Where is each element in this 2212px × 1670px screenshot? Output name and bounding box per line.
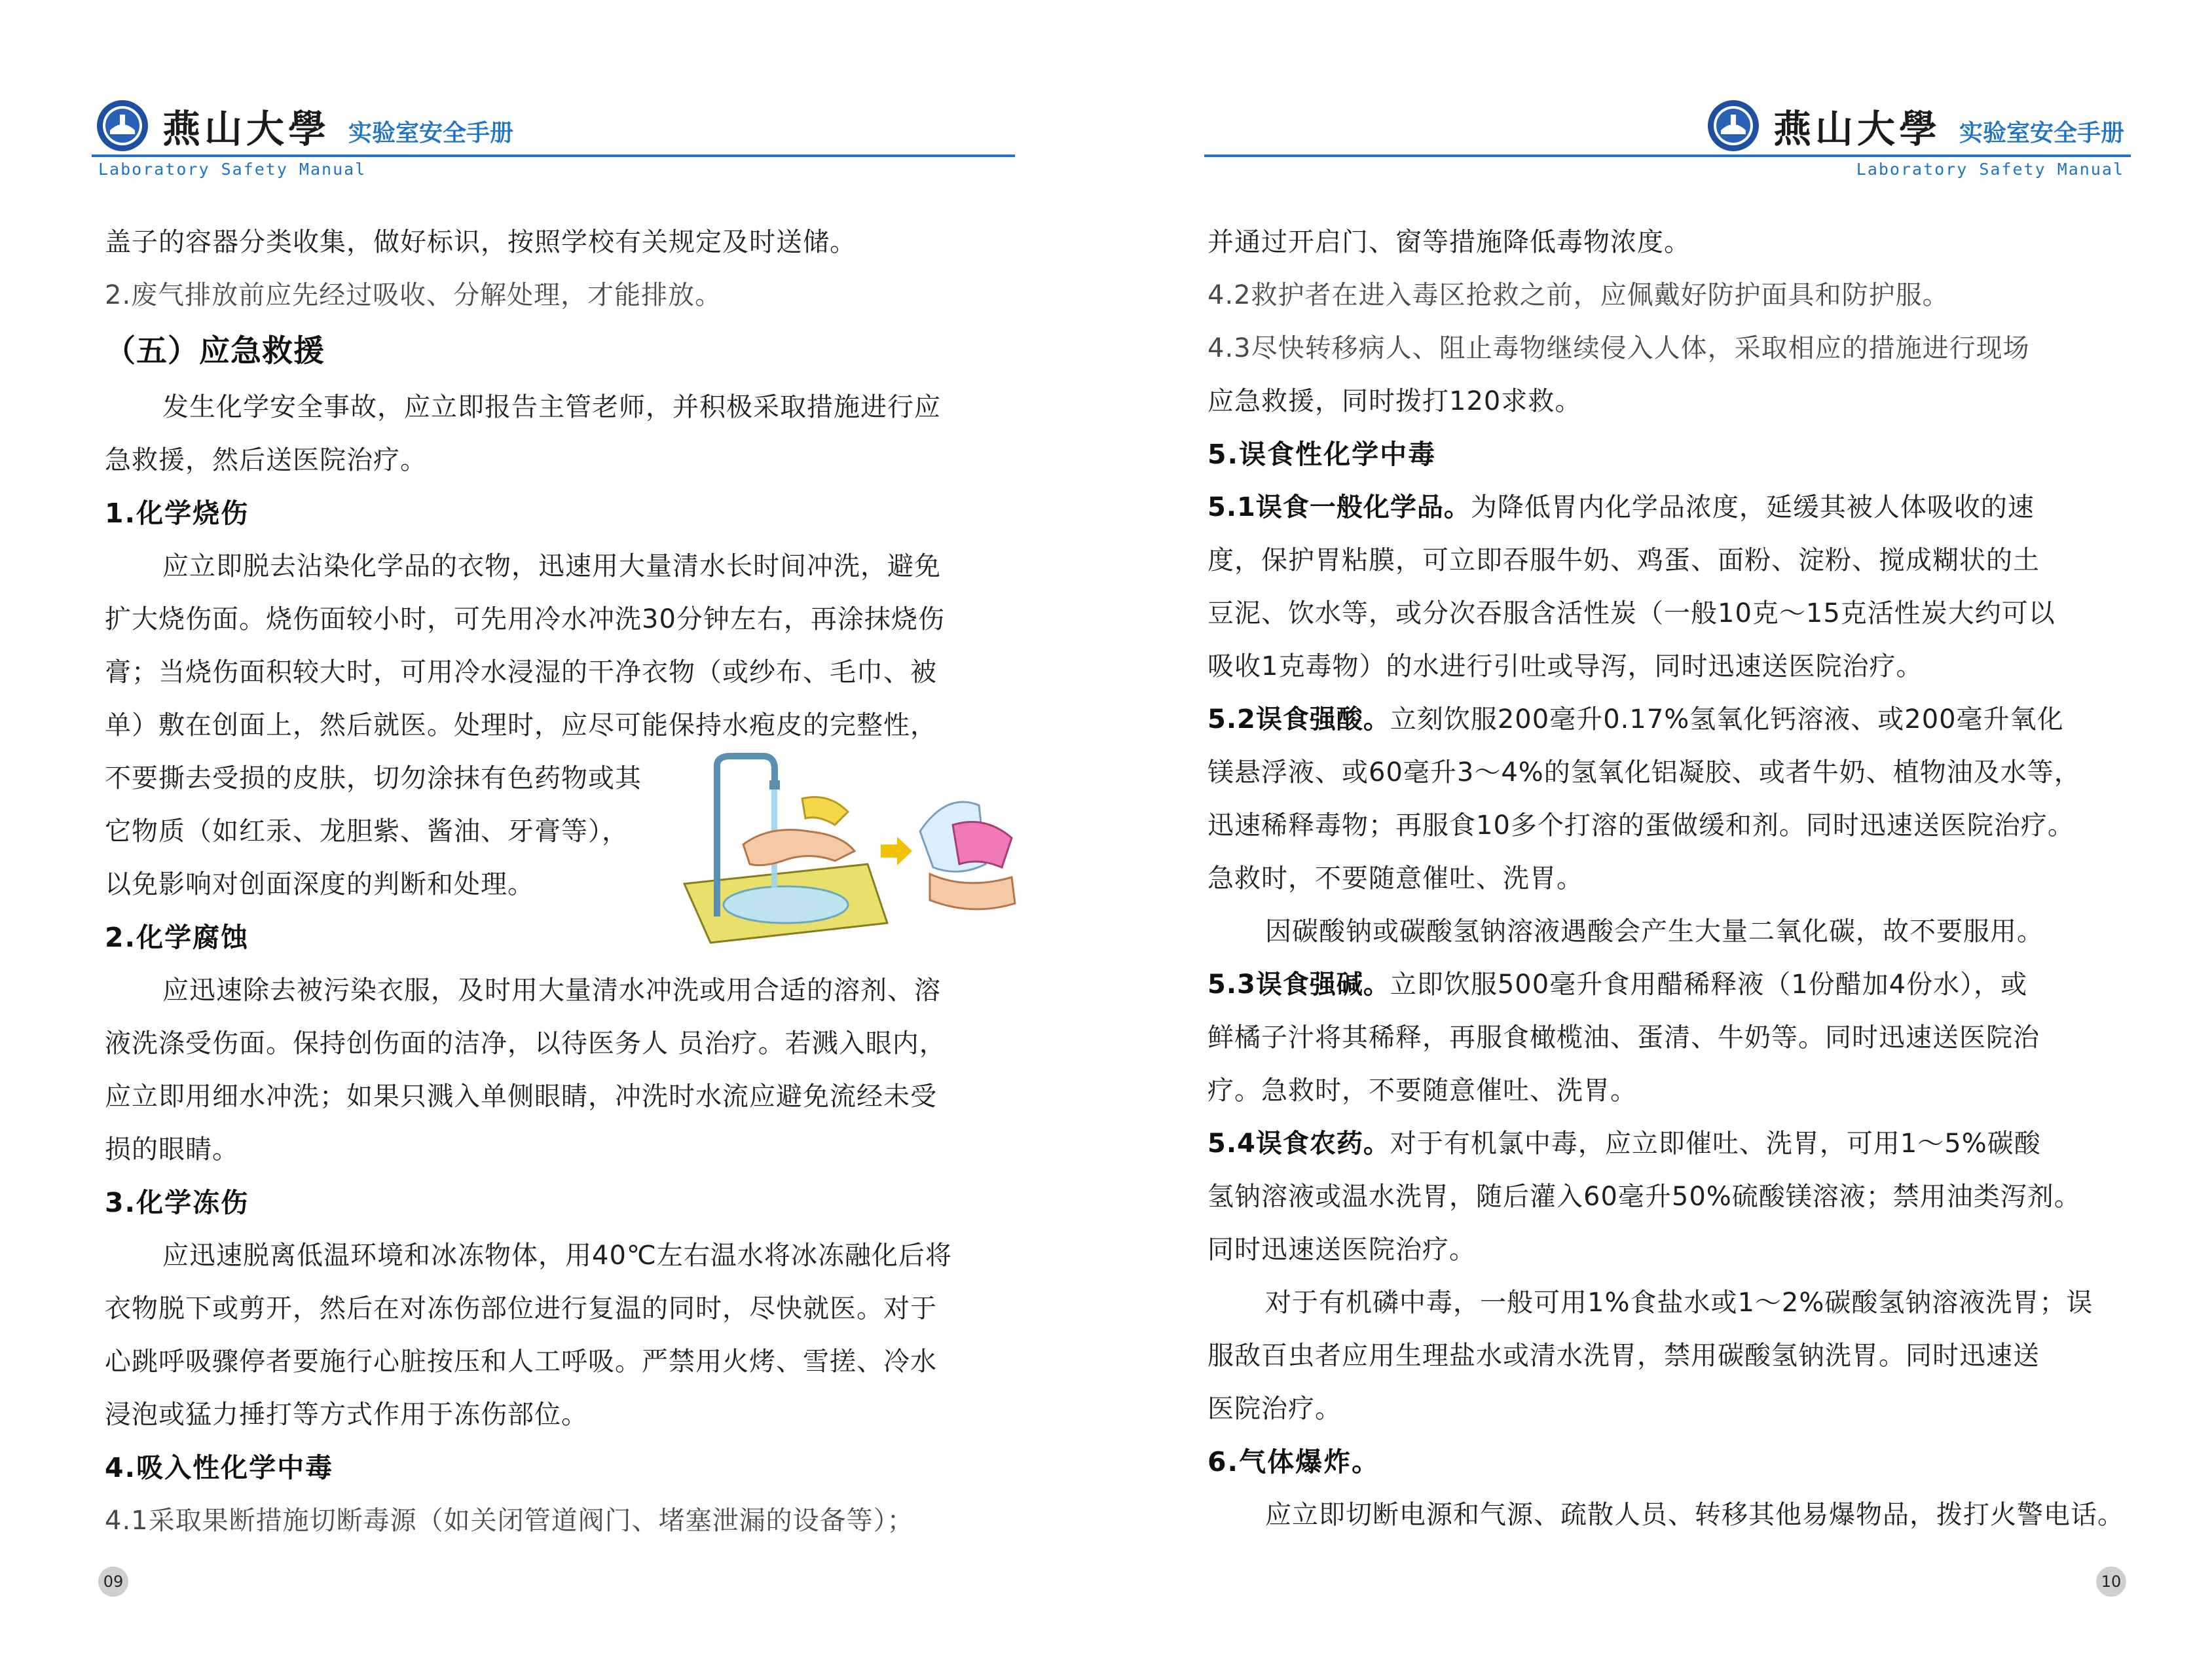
text-line: 并通过开启门、窗等措施降低毒物浓度。 <box>1207 227 1691 257</box>
manual-title: 实验室安全手册 <box>1959 119 2124 147</box>
text-line: 它物质（如红汞、龙胆紫、酱油、牙膏等）， <box>105 816 629 846</box>
page-header <box>1204 92 2131 183</box>
manual-title: 实验室安全手册 <box>348 119 514 147</box>
burn-washing-illustration <box>671 753 1025 949</box>
text-line: 应立即切断电源和气源、疏散人员、转移其他易爆物品，拨打火警电话。 <box>1265 1500 2124 1530</box>
text-line: 度，保护胃粘膜，可立即吞服牛奶、鸡蛋、面粉、淀粉、搅成糊状的土 <box>1207 545 2040 575</box>
text-line: 心跳呼吸骤停者要施行心脏按压和人工呼吸。严禁用火烤、雪搓、冷水 <box>105 1347 937 1377</box>
text-line: 4.3尽快转移病人、阻止毒物继续侵入人体，采取相应的措施进行现场 <box>1207 333 2030 363</box>
text-line: 应急救援，同时拨打120求救。 <box>1207 386 1582 416</box>
text-line <box>1207 693 2137 746</box>
text-line <box>1207 1117 2137 1171</box>
text-line <box>1207 481 2137 534</box>
subheading-chemical-frostbite: 3.化学冻伤 <box>105 1187 249 1218</box>
university-emblem-icon <box>1706 99 1760 153</box>
text-line: 疗。急救时，不要随意催吐、洗胃。 <box>1207 1076 1637 1106</box>
subheading-chemical-burn: 1.化学烧伤 <box>105 498 249 529</box>
text-line: 以免影响对创面深度的判断和处理。 <box>105 869 534 899</box>
text-line: 因碳酸钠或碳酸氢钠溶液遇酸会产生大量二氧化碳，故不要服用。 <box>1265 917 2044 947</box>
text-line: 液洗涤受伤面。保持创伤面的洁净，以待医务人 员治疗。若溅入眼内， <box>105 1028 946 1059</box>
text-line: 吸收1克毒物）的水进行引吐或导泻，同时迅速送医院治疗。 <box>1207 651 1923 681</box>
text-line: 急救时，不要随意催吐、洗胃。 <box>1207 863 1583 894</box>
text-line: 4.2救护者在进入毒区抢救之前，应佩戴好防护面具和防护服。 <box>1207 280 1949 310</box>
item-text: 立刻饮服200毫升0.17%氢氧化钙溶液、或200毫升氧化 <box>1390 704 2064 735</box>
text-line: 单）敷在创面上，然后就医。处理时，应尽可能保持水疱皮的完整性， <box>105 710 937 740</box>
text-line: 膏；当烧伤面积较大时，可用冷水浸湿的干净衣物（或纱布、毛巾、被 <box>105 657 937 687</box>
logo-group <box>1706 98 2124 153</box>
text-line: 扩大烧伤面。烧伤面较小时，可先用冷水冲洗30分钟左右，再涂抹烧伤 <box>105 604 945 634</box>
university-name: 燕山大學 <box>1773 107 1941 151</box>
logo-group <box>96 98 513 153</box>
section-title: （五）应急救援 <box>105 333 325 369</box>
header-rule <box>92 154 1015 157</box>
text-line: 浸泡或猛力捶打等方式作用于冻伤部位。 <box>105 1400 588 1430</box>
text-line <box>1207 958 2137 1011</box>
text-line: 同时迅速送医院治疗。 <box>1207 1235 1476 1265</box>
university-emblem-icon <box>96 99 149 153</box>
item-text: 立即饮服500毫升食用醋稀释液（1份醋加4份水），或 <box>1390 970 2028 1000</box>
manual-title-en: Laboratory Safety Manual <box>1856 160 2124 179</box>
subheading-ingestion-poisoning: 5.误食性化学中毒 <box>1207 439 1437 470</box>
page-number: 09 <box>98 1567 128 1597</box>
text-line: 应迅速脱离低温环境和冰冻物体，用40℃左右温水将冰冻融化后将 <box>162 1241 952 1271</box>
item-text: 对于有机氯中毒，应立即催吐、洗胃，可用1～5%碳酸 <box>1390 1129 2041 1159</box>
item-lead: 5.4误食农药。 <box>1207 1129 1390 1159</box>
text-line: 损的眼睛。 <box>105 1135 239 1165</box>
text-line: 4.1采取果断措施切断毒源（如关闭管道阀门、堵塞泄漏的设备等）； <box>105 1506 914 1536</box>
text-line: 氢钠溶液或温水洗胃，随后灌入60毫升50%硫酸镁溶液；禁用油类泻剂。 <box>1207 1182 2081 1212</box>
item-text: 为降低胃内化学品浓度，延缓其被人体吸收的速 <box>1470 492 2035 522</box>
text-line: 医院治疗。 <box>1207 1394 1342 1424</box>
manual-title-en: Laboratory Safety Manual <box>98 160 367 179</box>
right-page <box>1106 0 2212 1670</box>
text-line: 对于有机磷中毒，一般可用1%食盐水或1～2%碳酸氢钠溶液洗胃；误 <box>1265 1288 2093 1318</box>
text-line: 应迅速除去被污染衣服，及时用大量清水冲洗或用合适的溶剂、溶 <box>162 975 941 1006</box>
text-line: 鲜橘子汁将其稀释，再服食橄榄油、蛋清、牛奶等。同时迅速送医院治 <box>1207 1023 2040 1053</box>
subheading-gas-explosion: 6.气体爆炸。 <box>1207 1446 1380 1478</box>
right-content <box>1207 216 2137 1542</box>
university-name: 燕山大學 <box>162 107 331 151</box>
text-line: 应立即用细水冲洗；如果只溅入单侧眼睛，冲洗时水流应避免流经未受 <box>105 1081 937 1112</box>
text-line: 豆泥、饮水等，或分次吞服含活性炭（一般10克～15克活性炭大约可以 <box>1207 598 2055 628</box>
item-lead: 5.3误食强碱。 <box>1207 970 1390 1000</box>
text-line: 不要撕去受损的皮肤，切勿涂抹有色药物或其 <box>105 763 642 793</box>
subheading-chemical-corrosion: 2.化学腐蚀 <box>105 922 249 953</box>
text-line: 迅速稀释毒物；再服食10多个打溶的蛋做缓和剂。同时迅速送医院治疗。 <box>1207 810 2074 841</box>
text-line: 服敌百虫者应用生理盐水或清水洗胃，禁用碳酸氢钠洗胃。同时迅速送 <box>1207 1341 2040 1371</box>
page-header <box>92 92 1015 183</box>
page-number: 10 <box>2096 1567 2126 1597</box>
text-line: 发生化学安全事故，应立即报告主管老师，并积极采取措施进行应 <box>162 392 941 422</box>
text-line: 2.废气排放前应先经过吸收、分解处理，才能排放。 <box>105 280 722 310</box>
text-line: 衣物脱下或剪开，然后在对冻伤部位进行复温的同时，尽快就医。对于 <box>105 1294 937 1324</box>
subheading-inhalation-poisoning: 4.吸入性化学中毒 <box>105 1452 334 1483</box>
item-lead: 5.2误食强酸。 <box>1207 704 1390 735</box>
text-line: 急救援，然后送医院治疗。 <box>105 445 427 475</box>
text-line: 盖子的容器分类收集，做好标识，按照学校有关规定及时送储。 <box>105 227 857 257</box>
text-line: 镁悬浮液、或60毫升3～4%的氢氧化铝凝胶、或者牛奶、植物油及水等， <box>1207 757 2081 788</box>
text-line: 应立即脱去沾染化学品的衣物，迅速用大量清水长时间冲洗，避免 <box>162 551 941 581</box>
header-rule <box>1204 154 2131 157</box>
item-lead: 5.1误食一般化学品。 <box>1207 492 1471 522</box>
